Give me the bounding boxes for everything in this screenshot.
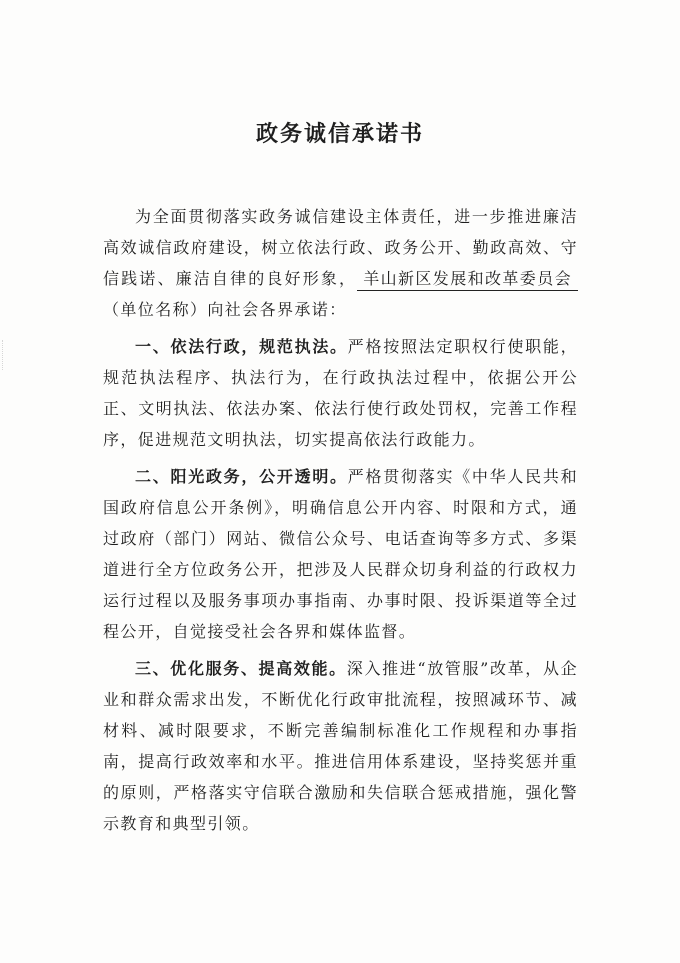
section-text-2: 严格贯彻落实《中华人民共和国政府信息公开条例》，明确信息公开内容、时限和方式，通过政府（部门）网站、微信公众号、电话查询等多方式、多渠道进行全方位政务公开，把涉及人民群众切身利益的行政权力运行过程以及服务事项办事指南、办事时限、投诉渠道等全过程公开，自觉接受社会各界和媒体监督。 bbox=[103, 467, 578, 641]
section-paragraph-2 bbox=[103, 461, 578, 647]
section-paragraph-1 bbox=[103, 331, 578, 455]
document-body bbox=[103, 201, 578, 845]
intro-text-before: 为全面贯彻落实政务诚信建设主体责任，进一步推进廉洁高效诚信政府建设，树立依法行政、政务公开、勤政高效、守信践诺、廉洁自律的良好形象， bbox=[103, 207, 578, 288]
document-title: 政务诚信承诺书 bbox=[255, 121, 424, 147]
section-text-1: 严格按照法定职权行使职能，规范执法程序、执法行为，在行政执法过程中，依据公开公正、文明执法、依法办案、依法行使行政处罚权，完善工作程序，促进规范文明执法，切实提高依法行政能力。 bbox=[103, 337, 578, 449]
section-heading-2: 二、阳光政务，公开透明。 bbox=[135, 467, 348, 486]
unit-name-field: 羊山新区发展和改革委员会 bbox=[357, 268, 578, 291]
intro-paragraph bbox=[103, 201, 578, 325]
section-text-3: 深入推进“放管服”改革，从企业和群众需求出发，不断优化行政审批流程，按照减环节、减材料、减时限要求，不断完善编制标准化工作规程和办事指南，提高行政效率和水平。推进信用体系建设，坚持奖惩并重的原则，严格落实守信联合激励和失信联合惩戒措施，强化警示教育和典型引领。 bbox=[103, 659, 578, 833]
scan-edge-mark bbox=[2, 340, 13, 370]
section-heading-1: 一、依法行政，规范执法。 bbox=[135, 337, 348, 356]
intro-text-after: （单位名称）向社会各界承诺： bbox=[103, 300, 347, 319]
section-heading-3: 三、优化服务、提高效能。 bbox=[135, 659, 347, 678]
section-paragraph-3 bbox=[103, 653, 578, 839]
